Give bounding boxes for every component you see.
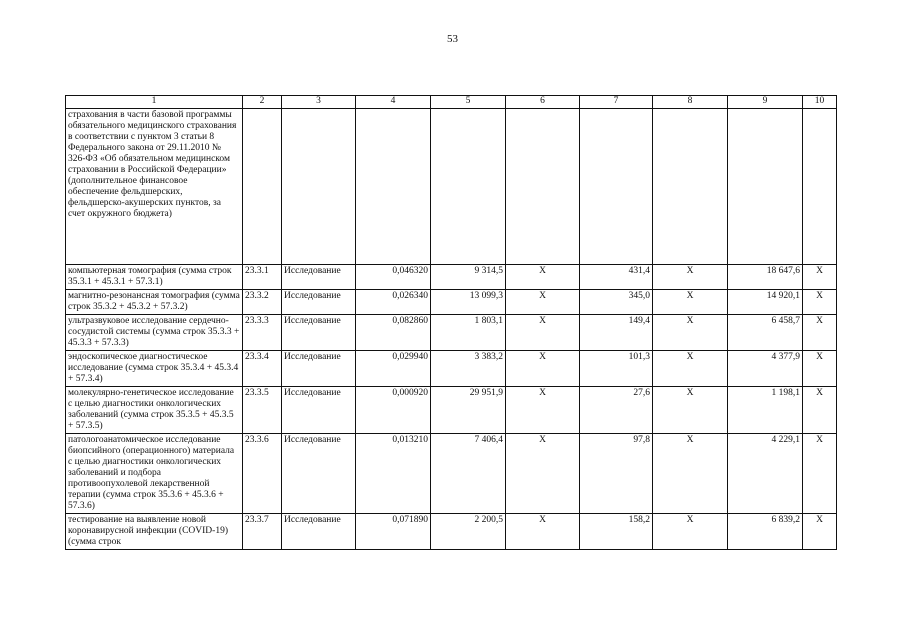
row-col6: X <box>506 387 580 434</box>
row-col7: 101,3 <box>580 351 653 387</box>
row-unit: Исследование <box>282 290 356 315</box>
column-header: 2 <box>243 96 282 109</box>
row-col10: X <box>803 351 837 387</box>
column-header: 5 <box>431 96 506 109</box>
header-row <box>66 96 837 109</box>
row-code: 23.3.5 <box>243 387 282 434</box>
row-col5: 1 803,1 <box>431 315 506 351</box>
row-col9: 1 198,1 <box>728 387 803 434</box>
empty-cell <box>728 109 803 265</box>
tariff-table <box>65 95 837 550</box>
row-col4: 0,029940 <box>356 351 431 387</box>
row-name: компьютерная томография (сумма строк 35.3.1 + 45.3.1 + 57.3.1) <box>66 265 243 290</box>
row-col5: 9 314,5 <box>431 265 506 290</box>
column-header: 4 <box>356 96 431 109</box>
row-col8: X <box>653 265 728 290</box>
table-row <box>66 290 837 315</box>
table-row <box>66 265 837 290</box>
column-header: 10 <box>803 96 837 109</box>
row-code: 23.3.6 <box>243 434 282 514</box>
row-col5: 3 383,2 <box>431 351 506 387</box>
row-col4: 0,026340 <box>356 290 431 315</box>
row-unit: Исследование <box>282 514 356 550</box>
row-col7: 149,4 <box>580 315 653 351</box>
row-col4: 0,000920 <box>356 387 431 434</box>
row-col9: 14 920,1 <box>728 290 803 315</box>
row-unit: Исследование <box>282 351 356 387</box>
row-col10: X <box>803 434 837 514</box>
row-col10: X <box>803 514 837 550</box>
row-name: ультразвуковое исследование сердечно-сосудистой системы (сумма строк 35.3.3 + 45.3.3 + 57.3.3) <box>66 315 243 351</box>
row-col6: X <box>506 351 580 387</box>
empty-cell <box>356 109 431 265</box>
row-col8: X <box>653 514 728 550</box>
row-col7: 97,8 <box>580 434 653 514</box>
table-row <box>66 514 837 550</box>
table-row <box>66 434 837 514</box>
empty-cell <box>243 109 282 265</box>
row-col5: 13 099,3 <box>431 290 506 315</box>
row-col4: 0,071890 <box>356 514 431 550</box>
column-header: 9 <box>728 96 803 109</box>
column-header: 8 <box>653 96 728 109</box>
row-unit: Исследование <box>282 265 356 290</box>
intro-text: страхования в части базовой программы обязательного медицинского страхования в соответствии с пунктом 3 статьи 8 Федерального закона от 29.11.2010 № 326-ФЗ «Об обязательном медицинском страховании в Российской Федерации» (дополнительное финансовое обеспечение фельдшерских, фельдшерско-акушерских пунктов, за счет окружного бюджета) <box>66 109 243 265</box>
column-header: 3 <box>282 96 356 109</box>
table-row <box>66 315 837 351</box>
table-row <box>66 351 837 387</box>
row-col9: 6 839,2 <box>728 514 803 550</box>
row-col10: X <box>803 290 837 315</box>
row-unit: Исследование <box>282 387 356 434</box>
row-col6: X <box>506 290 580 315</box>
empty-cell <box>282 109 356 265</box>
row-col10: X <box>803 315 837 351</box>
row-unit: Исследование <box>282 434 356 514</box>
row-col5: 2 200,5 <box>431 514 506 550</box>
row-code: 23.3.3 <box>243 315 282 351</box>
row-name: патологоанатомическое исследование биопсийного (операционного) материала с целью диагностики онкологических заболеваний и подбора противоопухолевой лекарственной терапии (сумма строк 35.3.6 + 45.3.6 + 57.3.6) <box>66 434 243 514</box>
row-code: 23.3.4 <box>243 351 282 387</box>
empty-cell <box>506 109 580 265</box>
row-col8: X <box>653 315 728 351</box>
row-code: 23.3.7 <box>243 514 282 550</box>
column-header: 1 <box>66 96 243 109</box>
row-col8: X <box>653 434 728 514</box>
row-unit: Исследование <box>282 315 356 351</box>
row-col9: 4 377,9 <box>728 351 803 387</box>
empty-cell <box>580 109 653 265</box>
row-col9: 6 458,7 <box>728 315 803 351</box>
row-col9: 4 229,1 <box>728 434 803 514</box>
row-col4: 0,013210 <box>356 434 431 514</box>
row-col7: 158,2 <box>580 514 653 550</box>
intro-row <box>66 109 837 265</box>
row-name: молекулярно-генетическое исследование с целью диагностики онкологических заболеваний (сумма строк 35.3.5 + 45.3.5 + 57.3.5) <box>66 387 243 434</box>
row-col6: X <box>506 434 580 514</box>
row-col5: 29 951,9 <box>431 387 506 434</box>
row-col4: 0,046320 <box>356 265 431 290</box>
empty-cell <box>653 109 728 265</box>
row-col6: X <box>506 265 580 290</box>
row-col10: X <box>803 265 837 290</box>
table-row <box>66 387 837 434</box>
row-col9: 18 647,6 <box>728 265 803 290</box>
column-header: 6 <box>506 96 580 109</box>
row-col6: X <box>506 514 580 550</box>
row-col10: X <box>803 387 837 434</box>
row-col5: 7 406,4 <box>431 434 506 514</box>
page-number: 53 <box>447 33 458 45</box>
row-name: тестирование на выявление новой коронавирусной инфекции (COVID-19) (сумма строк <box>66 514 243 550</box>
row-col7: 27,6 <box>580 387 653 434</box>
row-col6: X <box>506 315 580 351</box>
row-name: магнитно-резонансная томография (сумма строк 35.3.2 + 45.3.2 + 57.3.2) <box>66 290 243 315</box>
empty-cell <box>431 109 506 265</box>
row-col8: X <box>653 387 728 434</box>
row-col7: 431,4 <box>580 265 653 290</box>
row-col4: 0,082860 <box>356 315 431 351</box>
row-code: 23.3.2 <box>243 290 282 315</box>
row-name: эндоскопическое диагностическое исследование (сумма строк 35.3.4 + 45.3.4 + 57.3.4) <box>66 351 243 387</box>
row-col7: 345,0 <box>580 290 653 315</box>
row-col8: X <box>653 290 728 315</box>
row-col8: X <box>653 351 728 387</box>
row-code: 23.3.1 <box>243 265 282 290</box>
column-header: 7 <box>580 96 653 109</box>
empty-cell <box>803 109 837 265</box>
